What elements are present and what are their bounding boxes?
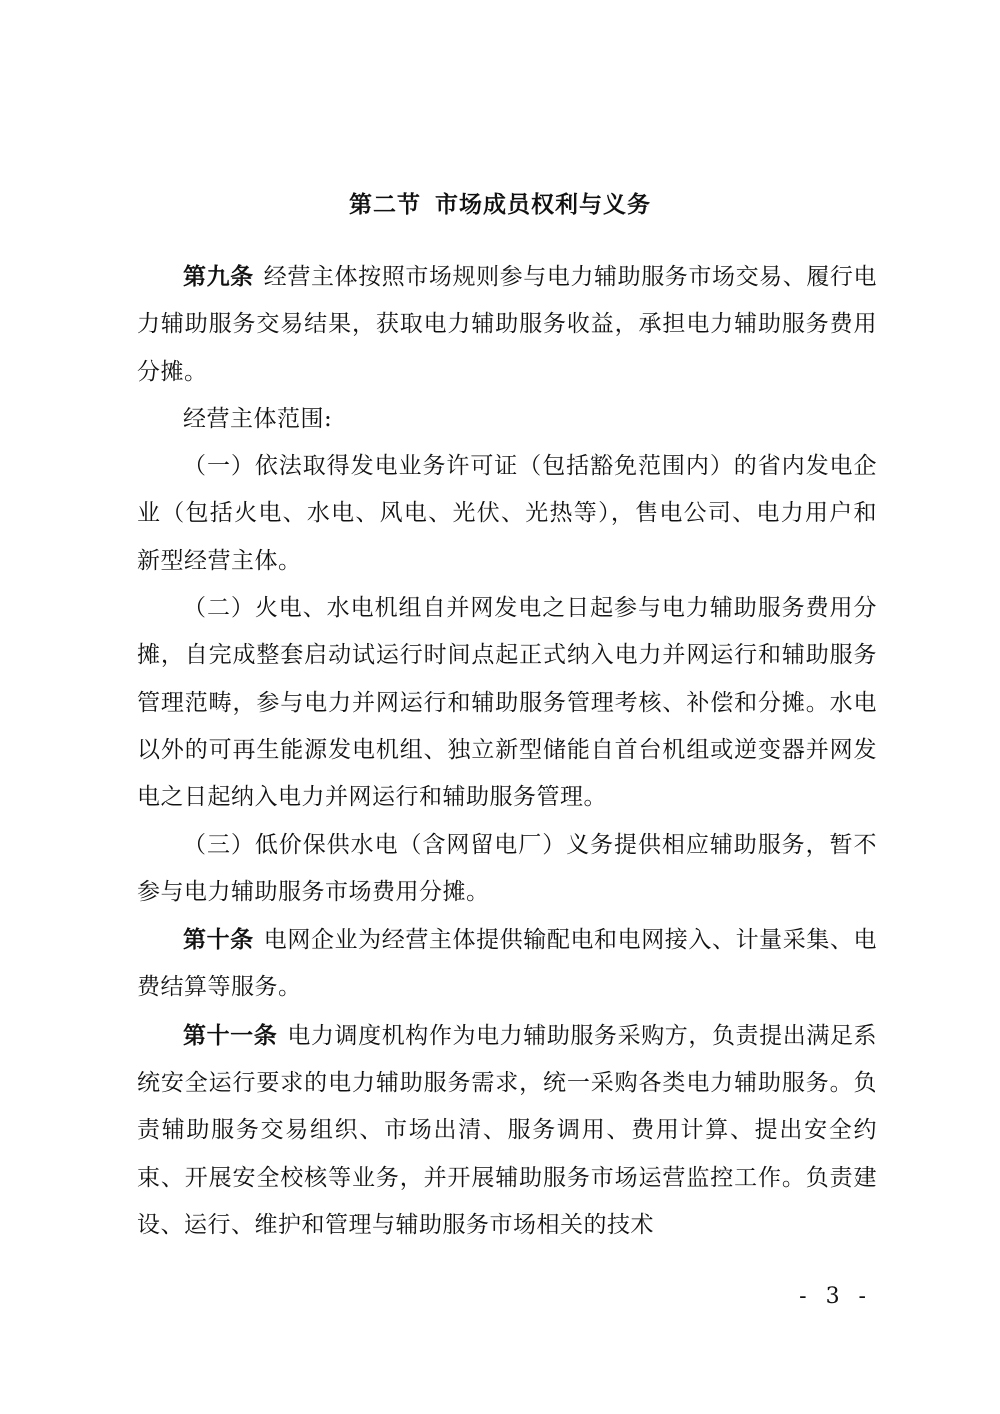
article-11-text: 电力调度机构作为电力辅助服务采购方，负责提出满足系统安全运行要求的电力辅助服务需求，统一采购各类电力辅助服务。负责辅助服务交易组织、市场出清、服务调用、费用计算、提出安全约束、开展安全校核等业务，并开展辅助服务市场运营监控工作。负责建设、运行、维护和管理与辅助服务市场相关的技术 xyxy=(137,1022,878,1238)
article-9 xyxy=(137,253,877,396)
article-9-text: 经营主体按照市场规则参与电力辅助服务市场交易、履行电力辅助服务交易结果，获取电力辅助服务收益，承担电力辅助服务费用分摊。 xyxy=(137,264,878,385)
section-number: 第二节 xyxy=(349,191,421,218)
article-10-text: 电网企业为经营主体提供输配电和电网接入、计量采集、电费结算等服务。 xyxy=(137,927,878,1001)
scope-label: 经营主体范围: xyxy=(183,405,333,432)
section-title xyxy=(0,185,1000,225)
article-11 xyxy=(137,1012,877,1249)
section-name: 市场成员权利与义务 xyxy=(435,191,651,218)
scope-item-1: （一）依法取得发电业务许可证（包括豁免范围内）的省内发电企业（包括火电、水电、风电、光伏、光热等），售电公司、电力用户和新型经营主体。 xyxy=(137,453,877,574)
scope-item-3: （三）低价保供水电（含网留电厂）义务提供相应辅助服务，暂不参与电力辅助服务市场费用分摊。 xyxy=(137,831,877,905)
article-9-heading: 第九条 xyxy=(183,263,254,290)
article-11-heading: 第十一条 xyxy=(183,1021,278,1049)
article-10-heading: 第十条 xyxy=(183,926,254,954)
scope-item-2: （二）火电、水电机组自并网发电之日起参与电力辅助服务费用分摊，自完成整套启动试运行时间点起正式纳入电力并网运行和辅助服务管理范畴，参与电力并网运行和辅助服务管理考核、补偿和分摊。水电以外的可再生能源发电机组、独立新型储能自首台机组或逆变器并网发电之日起纳入电力并网运行和辅助服务管理。 xyxy=(137,595,877,811)
article-10 xyxy=(137,916,877,1012)
document-body xyxy=(137,253,877,1249)
page-number: - 3 - xyxy=(799,1284,872,1309)
